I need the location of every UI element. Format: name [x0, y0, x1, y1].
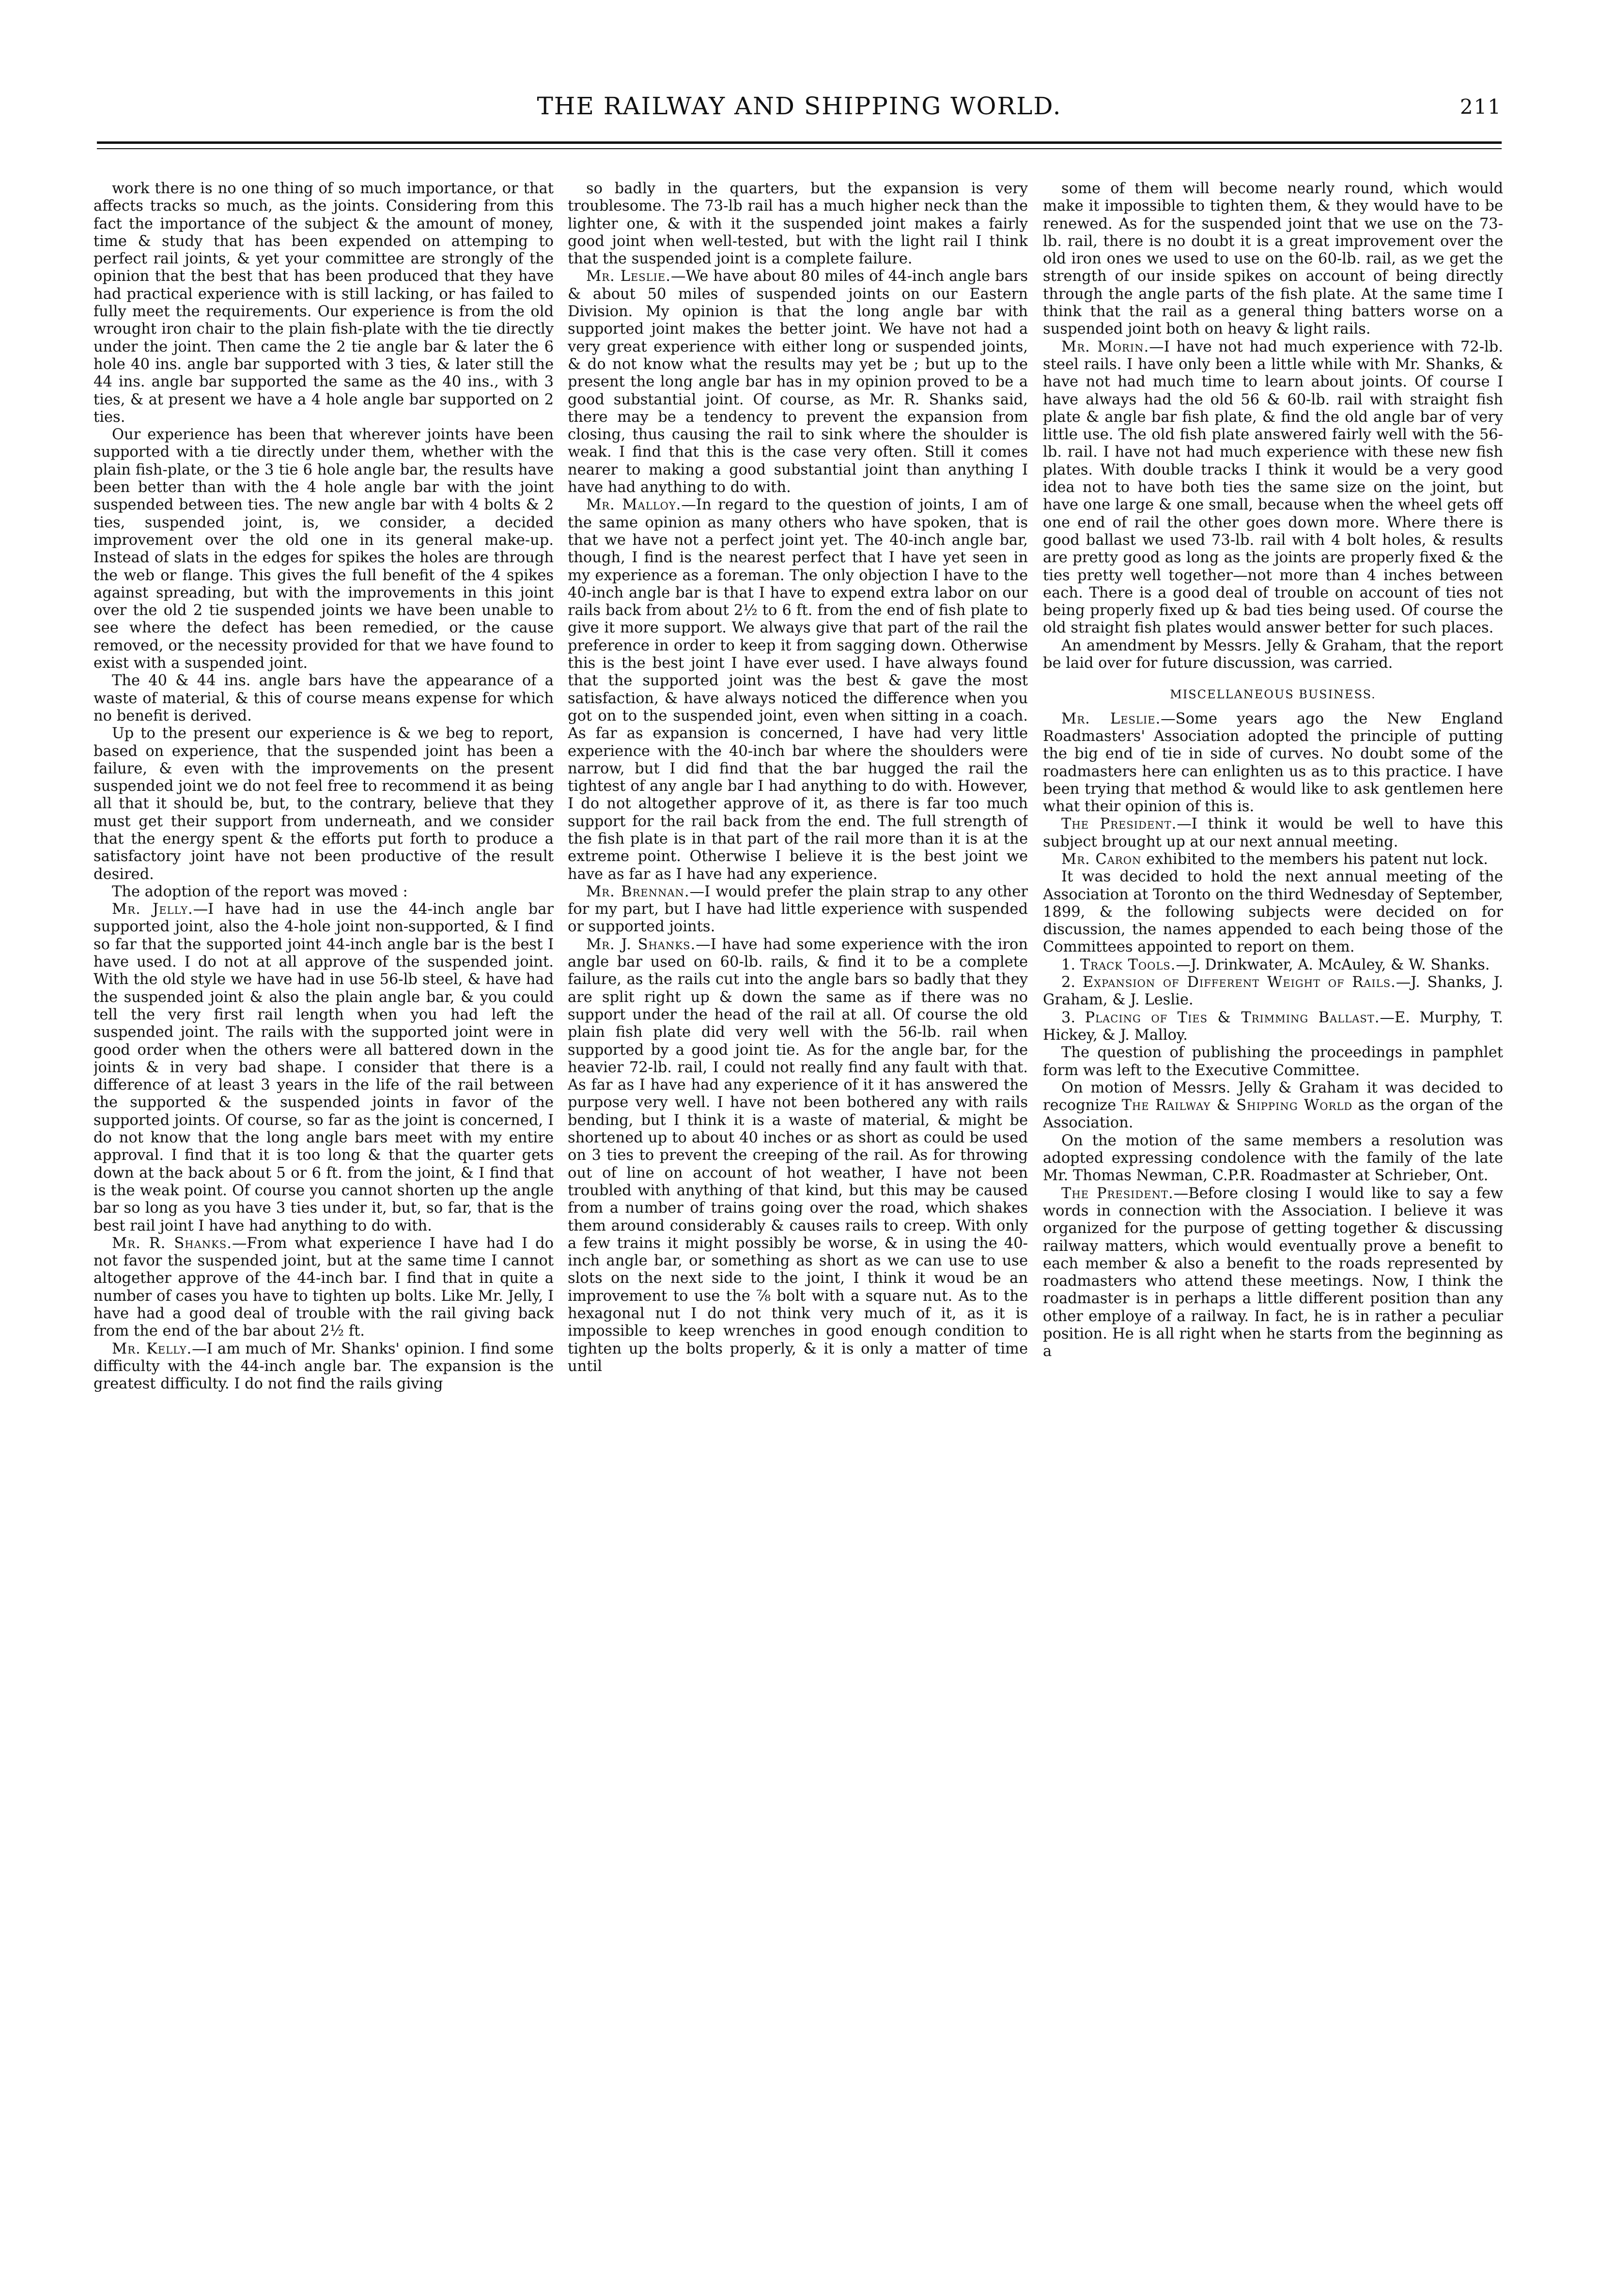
article-paragraph: Mr. Morin.—I have not had much experience with 72-lb. steel rails. I have only been a little while with Mr. Shanks, & have not had much time to learn about joints. Of course I have always had the old 56 & 60-lb. rail with straight fish plate & angle bar fish plate, & find the old angle bar of very little use. The old fish plate answered fairly well with the 56-lb. rail. I have not had much experience with these new fish plates. With double tracks I think it would be a very good idea not to have both ties the same size on the joint, but have one large & one small, because when the wheel gets off one end of rail the other goes down more. Where there is good ballast we used 73-lb. rail with 4 bolt holes, & results are pretty good as long as the joints are properly fixed & the ties pretty well together—not more than 4 inches between each. There is a good deal of trouble on account of ties not being properly fixed up & bad ties being used. Of course the old straight fish plates would answer better for such places.	[1043, 338, 1503, 637]
article-paragraph: Mr. Leslie.—Some years ago the New England Roadmasters' Association adopted the principle of putting the big end of tie in side of curves. No doubt some of the roadmasters here can enlighten us as to this practice. I have been trying that method & would like to ask gentlemen here what their opinion of this is.	[1043, 710, 1503, 816]
article-paragraph: The 40 & 44 ins. angle bars have the appearance of a waste of material, & this of course means expense for which no benefit is derived.	[93, 672, 554, 724]
speaker-name: Placing of Ties & Trimming Ballast.	[1085, 1009, 1380, 1026]
article-paragraph: Mr. Caron exhibited to the members his patent nut lock.	[1061, 850, 1488, 868]
article-paragraph: Mr. Malloy.—In regard to the question of joints, I am of the same opinion as many others who have spoken, that is that we have not a perfect joint yet. The 40-inch angle bar, though, I find is the nearest perfect that I have yet seen in my experience as a foreman. The only objection I have to the 40-inch angle bar is that I have to expend extra labor on our rails back from about 2½ to 6 ft. from the end of fish plate to give it more support. We always give that part of the rail the preference in order to keep it from sagging down. Otherwise this is the best joint I have ever used. I have always found that the supported joint was the best & gave the most satisfaction, & have always noticed the difference when you got on to the suspended joint, even when sitting in a coach. As far as expansion is concerned, I have had very little experience with the 40-inch bar where the shoulders were narrow, but I did find that the bar hugged the rail the tightest of any angle bar I had anything to do with. However, I do not altogether approve of it, as there is far too much support for the rail back from the end. The full strength of the fish plate is in that part of the rail more than it is at the extreme point. Otherwise I believe it is the best joint we have as far as I have had any experience.	[568, 496, 1028, 883]
speaker-name: Mr. Brennan.	[586, 883, 690, 900]
text-column-2	[568, 180, 1028, 2238]
article-paragraph: Mr. Leslie.—We have about 80 miles of 44-inch angle bars & about 50 miles of suspended joints on our Eastern Division. My opinion is that the long angle bar with supported joint makes the better joint. We have not had a very great experience with either long or suspended joints, & do not know what the results may yet be ; but up to the present the long angle bar has in my opinion proved to be a good substantial joint. Of course, as Mr. R. Shanks said, there may be a tendency to prevent the expansion from closing, thus causing the rail to sink where the shoulder is weak. I find that this is the case very often. Still it comes nearer to making a good substantial joint than anything I have had anything to do with.	[568, 268, 1028, 496]
article-paragraph: It was decided to hold the next annual meeting of the Association at Toronto on the third Wednesday of September, 1899, & the following subjects were decided on for discussion, the names appended to each being those of the Committees appointed to report on them.	[1043, 868, 1503, 956]
article-paragraph: Mr. R. Shanks.—From what experience I have had I do not favor the suspended joint, but at the same time I cannot altogether approve of the 44-inch bar. I find that in quite a number of cases you have to tighten up bolts. Like Mr. Jelly, I have had a good deal of trouble with the rail giving back from the end of the bar about 2½ ft.	[93, 1234, 554, 1340]
speaker-name: The President.	[1061, 1185, 1174, 1202]
article-paragraph: Mr. Kelly.—I am much of Mr. Shanks' opinion. I find some difficulty with the 44-inch angle bar. The expansion is the greatest difficulty. I do not find the rails giving	[93, 1340, 554, 1393]
header-rule-thin	[97, 148, 1502, 149]
article-paragraph: some of them will become nearly round, which would make it impossible to tighten them, & they would have to be renewed. As for the suspended joint that we use on the 73-lb. rail, there is no doubt it is a great improvement over the old iron ones we used to use on the 60-lb. rail, as we get the strength of our inside spikes on account of being directly through the angle parts of the fish plate. At the same time I think that the rail as a general thing batters worse on a suspended joint both on heavy & light rails.	[1043, 180, 1503, 338]
speaker-name: Expansion of Different Weight of Rails.	[1082, 974, 1396, 991]
article-paragraph: The question of publishing the proceedings in pamphlet form was left to the Executive Committee.	[1043, 1044, 1503, 1079]
speaker-name: Mr. Leslie.	[1061, 710, 1161, 727]
column-3-lower	[1043, 710, 1503, 1361]
text-column-3	[1043, 180, 1503, 2238]
header-rule-thick	[97, 141, 1502, 144]
speaker-name: The President.	[1061, 816, 1177, 833]
article-paragraph: so badly in the quarters, but the expansion is very troublesome. The 73-lb rail has a much higher neck than the lighter one, & with it the suspended joint makes a fairly good joint when well-tested, but with the light rail I think that the suspended joint is a complete failure.	[568, 180, 1028, 268]
article-paragraph: Our experience has been that wherever joints have been supported with a tie directly under them, whether with the plain fish-plate, or the 3 tie 6 hole angle bar, the results have been better than with the 4 hole angle bar with the joint suspended between ties. The new angle bar with 4 bolts & 2 ties, suspended joint, is, we consider, a decided improvement over the old one in its general make-up. Instead of slats in the edges for spikes the holes are through the web or flange. This gives the full benefit of the 4 spikes against spreading, but with the improvements in this joint over the old 2 tie suspended joints we have been unable to see where the defect has been remedied, or the cause removed, or the necessity provided for that we have found to exist with a suspended joint.	[93, 426, 554, 672]
speaker-name: Mr. Morin.	[1061, 338, 1149, 355]
article-paragraph: Mr. Brennan.—I would prefer the plain strap to any other for my part, but I have had little experience with suspended or supported joints.	[568, 883, 1028, 936]
article-paragraph: The President.—Before closing I would like to say a few words in connection with the Association. I believe it was organized for the purpose of getting together & discussing railway matters, which would eventually prove a benefit to each member & also a benefit to the roads represented by roadmasters who attend these meetings. Now, I think the roadmaster is in perhaps a little different position than any other employe of a railway. In fact, he is in rather a peculiar position. He is all right when he starts from the beginning as a	[1043, 1185, 1503, 1360]
speaker-name: Mr. Caron	[1061, 850, 1142, 868]
speaker-name: Mr. R. Shanks.	[112, 1234, 232, 1252]
speaker-name: Track Tools.	[1080, 956, 1176, 973]
page-header	[97, 92, 1502, 140]
speaker-name: The Railway & Shipping World	[1121, 1097, 1353, 1114]
speaker-name: Mr. Malloy.	[586, 496, 682, 514]
speaker-name: Mr. J. Shanks.	[586, 936, 696, 953]
speaker-name: Mr. Jelly.	[112, 901, 193, 918]
article-paragraph: On motion of Messrs. Jelly & Graham it was decided to recognize The Railway & Shipping World as the organ of the Association.	[1043, 1079, 1503, 1132]
article-paragraph: 1. Track Tools.—J. Drinkwater, A. McAuley, & W. Shanks.	[1061, 956, 1490, 973]
article-paragraph: The adoption of the report was moved :	[112, 883, 408, 900]
speaker-name: Mr. Kelly.	[112, 1340, 192, 1357]
article-paragraph: 3. Placing of Ties & Trimming Ballast.—E. Murphy, T. Hickey, & J. Malloy.	[1043, 1009, 1503, 1044]
column-3-upper	[1043, 180, 1503, 672]
article-paragraph: On the motion of the same members a resolution was adopted expressing condolence with the family of the late Mr. Thomas Newman, C.P.R. Roadmaster at Schrieber, Ont.	[1043, 1132, 1503, 1185]
publication-title: THE RAILWAY AND SHIPPING WORLD.	[537, 92, 1062, 120]
article-paragraph: 2. Expansion of Different Weight of Rails.—J. Shanks, J. Graham, & J. Leslie.	[1043, 974, 1503, 1009]
article-paragraph: work there is no one thing of so much importance, or that affects tracks so much, as the joints. Considering from this fact the importance of the subject & the amount of money, time & study that has been expended on attemping to perfect rail joints, & yet your committee are strongly of the opinion that the best that has been produced that they have had practical experience with is still lacking, or has failed to fully meet the requirements. Our experience is from the old wrought iron chair to the plain fish-plate with the tie directly under the joint. Then came the 2 tie angle bar & later the 6 hole 40 ins. angle bar supported with 3 ties, & later still the 44 ins. angle bar supported the same as the 40 ins., with 3 ties, & at present we have a 4 hole angle bar supported on 2 ties.	[93, 180, 554, 426]
section-subheading: MISCELLANEOUS BUSINESS.	[1170, 688, 1376, 702]
page-number: 211	[1460, 95, 1502, 119]
article-paragraph: The President.—I think it would be well to have this subject brought up at our next annual meeting.	[1043, 816, 1503, 850]
speaker-name: Mr. Leslie.	[586, 268, 671, 285]
article-paragraph: Mr. J. Shanks.—I have had some experience with the iron angle bar used on 60-lb. rails, & find it to be a complete failure, as the rails cut into the angle bars so badly that they are split right up & down the same as if there was no support under the head of the rail at all. Of course the old plain fish plate did very well with the 56-lb. rail when supported by a good joint tie. As for the angle bar, for the heavier 72-lb. rail, I could not really find any fault with that. As far as I have had any experience of it it has answered the purpose very well. I have not been bothered any with rails bending, but I think it is a waste of material, & might be shortened up to about 40 inches or as short as could be used on 3 ties to prevent the creeping of the rail. As for throwing out of line on account of hot weather, I have not been troubled with anything of that kind, but this may be caused from a number of trains going over the road, which shakes them around considerably & causes rails to creep. With only a few trains it might possibly be worse, & in using the 40-inch angle bar, or something as short as we can use to use slots on the next side to the joint, I think it woud be an improvement to use the ⅞ bolt with a square nut. As to the hexagonal nut I do not think very much of it, as it is impossible to keep wrenches in good enough condition to tighten up the bolts properly, & it is only a matter of time until	[568, 936, 1028, 1375]
text-column-1	[93, 180, 554, 2238]
article-paragraph: An amendment by Messrs. Jelly & Graham, that the report be laid over for future discussion, was carried.	[1043, 637, 1503, 672]
article-paragraph: Up to the present our experience is & we beg to report, based on experience, that the suspended joint has been a failure, & even with the improvements on the present suspended joint we do not feel free to recommend it as being all that it should be, but, to the contrary, believe that they must get their support from underneath, and we consider that the energy spent & the efforts put forth to produce a satisfactory joint have not been productive of the result desired.	[93, 725, 554, 883]
article-paragraph: Mr. Jelly.—I have had in use the 44-inch angle bar supported joint, also the 4-hole joint non-supported, & I find so far that the supported joint 44-inch angle bar is the best I have used. I do not at all approve of the suspended joint. With the old style we have had in use 56-lb steel, & have had the suspended joint & also the plain angle bar, & you could tell the very first rail length when you had left the suspended joint. The rails with the supported joint were in good order when the others were all battered down in the joints & in very bad shape. I consider that there is a difference of at least 3 years in the life of the rail between the supported & the suspended joints in favor of the supported joints. Of course, so far as the joint is concerned, I do not know that the long angle bars meet with my entire approval. I find that it is too long & that the quarter gets down at the back about 5 or 6 ft. from the joint, & I find that is the weak point. Of course you cannot shorten up the angle bar so long as you have 3 ties under it, but, so far, that is the best rail joint I have had anything to do with.	[93, 901, 554, 1234]
